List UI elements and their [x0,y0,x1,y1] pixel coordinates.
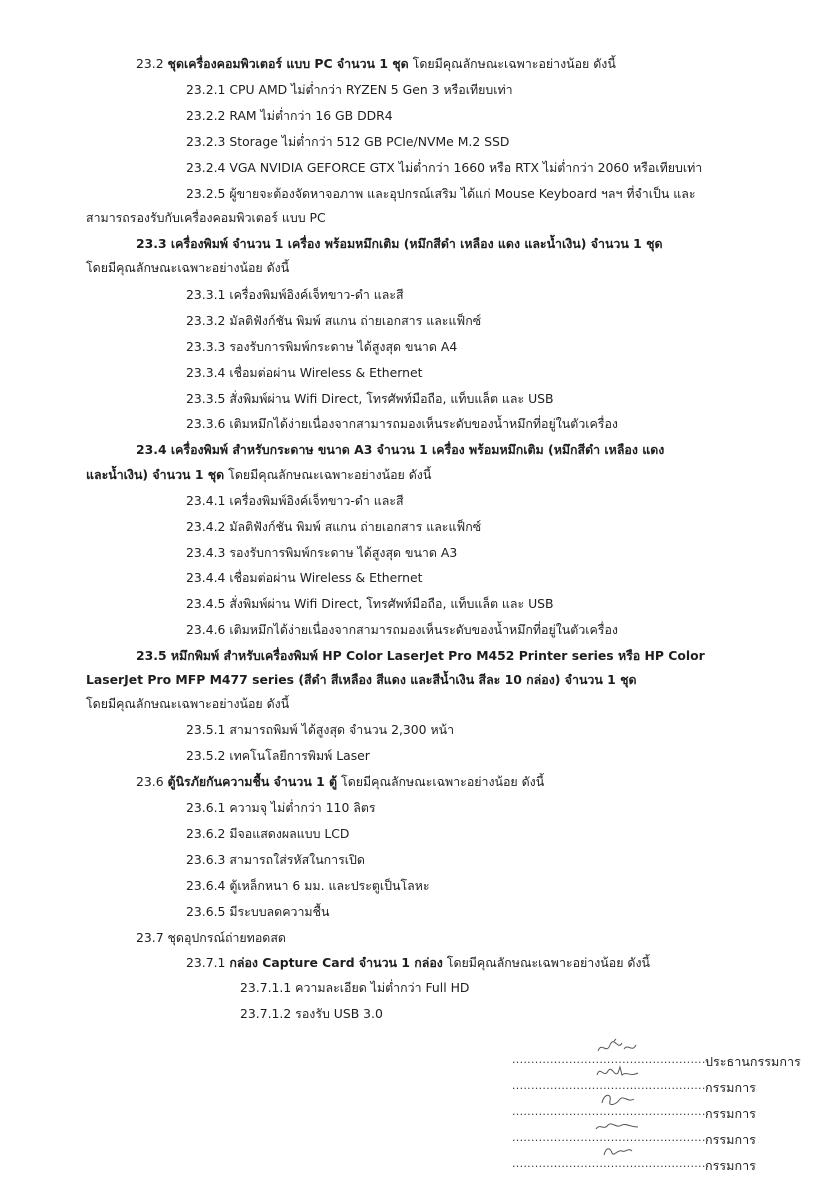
section-23-4-heading: 23.4 เครื่องพิมพ์ สำหรับกระดาษ ขนาด A3 จำนวน 1 เครื่อง พร้อมหมึกเติม (หมึกสีดำ เหลือง แดง [136,442,665,457]
signature-role-chair: ประธานกรรมการ [705,1054,801,1069]
spec-23-2-2: 23.2.2 RAM ไม่ต่ำกว่า 16 GB DDR4 [186,108,393,123]
signature-dots: .................................................... [512,1157,710,1170]
spec-23-2-5-line1: 23.2.5 ผู้ขายจะต้องจัดหาจอภาพ และอุปกรณ์เสริม ได้แก่ Mouse Keyboard ฯลฯ ที่จำเป็น และ [186,186,696,201]
signature-line-chair [512,1052,830,1068]
handwritten-signature [594,1115,640,1135]
spec-23-4-5: 23.4.5 สั่งพิมพ์ผ่าน Wifi Direct, โทรศัพท์มือถือ, แท็บแล็ต และ USB [186,596,554,611]
signature-dots: .................................................... [512,1131,710,1144]
handwritten-signature [594,1141,640,1161]
signature-role-member: กรรมการ [705,1106,756,1121]
section-23-5-heading-cont: LaserJet Pro MFP M477 series (สีดำ สีเหลือง สีแดง และสีน้ำเงิน สีละ 10 กล่อง) จำนวน 1 ชุด [86,672,637,687]
spec-23-7-1-2: 23.7.1.2 รองรับ USB 3.0 [240,1006,383,1021]
section-23-7-heading: 23.7 ชุดอุปกรณ์ถ่ายทอดสด [136,930,286,945]
spec-23-2-1: 23.2.1 CPU AMD ไม่ต่ำกว่า RYZEN 5 Gen 3 หรือเทียบเท่า [186,82,513,97]
spec-23-4-2: 23.4.2 มัลติฟังก์ชัน พิมพ์ สแกน ถ่ายเอกสาร และแฟ็กซ์ [186,519,482,534]
spec-23-6-2: 23.6.2 มีจอแสดงผลแบบ LCD [186,826,350,841]
spec-23-3-2: 23.3.2 มัลติฟังก์ชัน พิมพ์ สแกน ถ่ายเอกสาร และแฟ็กซ์ [186,313,482,328]
spec-23-2-5-line2: สามารถรองรับกับเครื่องคอมพิวเตอร์ แบบ PC [86,210,326,225]
spec-23-3-1: 23.3.1 เครื่องพิมพ์อิงค์เจ็ทขาว-ดำ และสี [186,287,404,302]
spec-23-6-3: 23.6.3 สามารถใส่รหัสในการเปิด [186,852,365,867]
spec-23-7-1: 23.7.1 กล่อง Capture Card จำนวน 1 กล่อง โดยมีคุณลักษณะเฉพาะอย่างน้อย ดังนี้ [186,955,650,970]
signature-line-member-4 [512,1156,830,1172]
spec-23-2-3: 23.2.3 Storage ไม่ต่ำกว่า 512 GB PCIe/NVMe M.2 SSD [186,134,510,149]
signature-role-member: กรรมการ [705,1158,756,1173]
section-23-3-heading-cont: โดยมีคุณลักษณะเฉพาะอย่างน้อย ดังนี้ [86,260,290,275]
spec-23-6-1: 23.6.1 ความจุ ไม่ต่ำกว่า 110 ลิตร [186,800,376,815]
signature-line-member-3 [512,1130,830,1146]
spec-23-4-4: 23.4.4 เชื่อมต่อผ่าน Wireless & Ethernet [186,570,423,585]
spec-23-6-5: 23.6.5 มีระบบลดความชื้น [186,904,330,919]
spec-23-3-5: 23.3.5 สั่งพิมพ์ผ่าน Wifi Direct, โทรศัพท์มือถือ, แท็บแล็ต และ USB [186,391,554,406]
handwritten-signature [594,1037,640,1057]
spec-23-3-3: 23.3.3 รองรับการพิมพ์กระดาษ ได้สูงสุด ขนาด A4 [186,339,458,354]
signature-role-member: กรรมการ [705,1080,756,1095]
signature-dots: .................................................... [512,1079,710,1092]
spec-23-4-6: 23.4.6 เติมหมึกได้ง่ายเนื่องจากสามารถมองเห็นระดับของน้ำหมึกที่อยู่ในตัวเครื่อง [186,622,618,637]
section-23-5-heading-cont2: โดยมีคุณลักษณะเฉพาะอย่างน้อย ดังนี้ [86,696,290,711]
signature-line-member-1 [512,1078,830,1094]
spec-23-3-6: 23.3.6 เติมหมึกได้ง่ายเนื่องจากสามารถมองเห็นระดับของน้ำหมึกที่อยู่ในตัวเครื่อง [186,416,618,431]
handwritten-signature [594,1063,640,1083]
signature-dots: .................................................... [512,1053,710,1066]
handwritten-signature [594,1089,640,1109]
spec-23-3-4: 23.3.4 เชื่อมต่อผ่าน Wireless & Ethernet [186,365,423,380]
spec-23-4-1: 23.4.1 เครื่องพิมพ์อิงค์เจ็ทขาว-ดำ และสี [186,493,404,508]
spec-23-6-4: 23.6.4 ตู้เหล็กหนา 6 มม. และประตูเป็นโลหะ [186,878,430,893]
spec-23-7-1-1: 23.7.1.1 ความละเอียด ไม่ต่ำกว่า Full HD [240,980,470,995]
spec-23-5-2: 23.5.2 เทคโนโลยีการพิมพ์ Laser [186,748,370,763]
section-23-5-heading: 23.5 หมึกพิมพ์ สำหรับเครื่องพิมพ์ HP Color LaserJet Pro M452 Printer series หรือ HP Color [136,648,705,663]
signature-line-member-2 [512,1104,830,1120]
spec-23-5-1: 23.5.1 สามารถพิมพ์ ได้สูงสุด จำนวน 2,300 หน้า [186,722,455,737]
signature-dots: .................................................... [512,1105,710,1118]
signature-role-member: กรรมการ [705,1132,756,1147]
section-23-4-heading-cont: และน้ำเงิน) จำนวน 1 ชุด โดยมีคุณลักษณะเฉพาะอย่างน้อย ดังนี้ [86,467,432,482]
spec-23-4-3: 23.4.3 รองรับการพิมพ์กระดาษ ได้สูงสุด ขนาด A3 [186,545,458,560]
section-23-3-heading: 23.3 เครื่องพิมพ์ จำนวน 1 เครื่อง พร้อมหมึกเติม (หมึกสีดำ เหลือง แดง และน้ำเงิน) จำนวน 1 ชุด [136,236,663,251]
section-23-6-heading: 23.6 ตู้นิรภัยกันความชื้น จำนวน 1 ตู้ โดยมีคุณลักษณะเฉพาะอย่างน้อย ดังนี้ [136,774,545,789]
section-23-2-heading: 23.2 ชุดเครื่องคอมพิวเตอร์ แบบ PC จำนวน 1 ชุด โดยมีคุณลักษณะเฉพาะอย่างน้อย ดังนี้ [136,56,616,71]
spec-23-2-4: 23.2.4 VGA NVIDIA GEFORCE GTX ไม่ต่ำกว่า 1660 หรือ RTX ไม่ต่ำกว่า 2060 หรือเทียบเท่า [186,160,703,175]
